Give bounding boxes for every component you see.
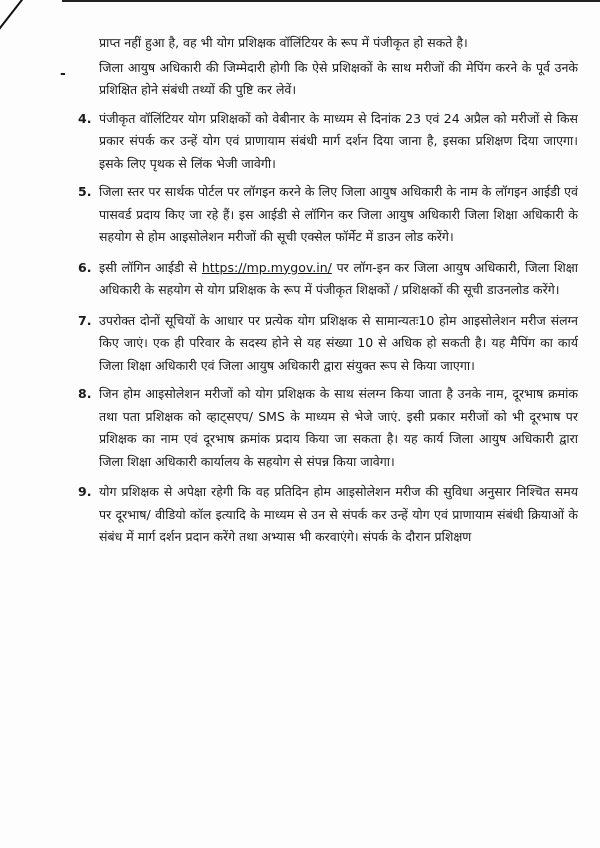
item-text-after: पर लॉग-इन कर जिला आयुष अधिकारी, जिला शिक्षा अधिकारी के सहयोग से योग प्रशिक्षक के रूप में पंजीकृत शिक्षकों / प्रशिक्षकों की सूची डाउनलोड करेंगे। [99, 259, 578, 297]
continuation-line-1: प्राप्त नहीं हुआ है, वह भी योग प्रशिक्षक वॉलिंटियर के रूप में पंजीकृत हो सकते है। [99, 35, 468, 50]
document-body [78, 32, 578, 549]
list-item [78, 257, 578, 302]
item-text: पंजीकृत वॉलिंटियर योग प्रशिक्षकों को वेबीनार के माध्यम से दिनांक 23 एवं 24 अप्रैल को मरीजों से किस प्रकार संपर्क कर उन्हें योग एवं प्राणायाम संबंधी मार्ग दर्शन दिया जाना है, इसका प्रशिक्षण दिया जाएगा। इसके लिए पृथक से लिंक भेजी जावेगी। [99, 110, 578, 171]
item-text: योग प्रशिक्षक से अपेक्षा रहेगी कि वह प्रतिदिन होम आइसोलेशन मरीज की सुविधा अनुसार निश्चित समय पर दूरभाष/ वीडियो कॉल इत्यादि के माध्यम से उन से संपर्क कर उन्हें योग एवं प्राणायाम संबंधी क्रियाओं के संबंध में मार्ग दर्शन प्रदान करेंगे तथा अभ्यास भी करवाएंगे। संपर्क के दौरान प्रशिक्षण [99, 484, 578, 544]
continuation-line-2: जिला आयुष अधिकारी की जिम्मेदारी होगी कि ऐसे प्रशिक्षकों के साथ मरीजों की मेपिंग करने के पूर्व उनके प्रशिक्षित होने संबंधी तथ्यों की पुष्टि कर लेवें। [99, 59, 578, 97]
corner-fold-line [0, 0, 57, 35]
page-top-edge [62, 0, 600, 2]
item-number: 9. [78, 484, 92, 499]
item-text-container [99, 257, 578, 302]
item-number: 5. [78, 184, 92, 199]
item-number: 6. [78, 259, 92, 275]
list-item [78, 383, 578, 473]
item-text: उपरोक्त दोनों सूचियों के आधार पर प्रत्येक योग प्रशिक्षक से सामान्यतः10 होम आइसोलेशन मरीज संलग्न किए जाएं। एक ही परिवार के सदस्य होने से यह संख्या 10 से अधिक हो सकती है। यह मैपिंग का कार्य जिला शिक्षा अधिकारी एवं जिला आयुष अधिकारी द्वारा संयुक्त रूप से किया जाएगा। [99, 312, 578, 373]
item-text: जिला स्तर पर सार्थक पोर्टल पर लॉगइन करने के लिए जिला आयुष अधिकारी के नाम के लॉगइन आईडी एवं पासवर्ड प्रदाय किए जा रहे हैं। इस आईडी से लॉगिन कर जिला आयुष अधिकारी जिला शिक्षा अधिकारी के सहयोग से होम आइसोलेशन मरीजों की सूची एक्सेल फॉर्मेट में डाउन लोड करेंगे। [99, 184, 578, 244]
item-text: जिन होम आइसोलेशन मरीजों को योग प्रशिक्षक के साथ संलग्न किया जाता है उनके नाम, दूरभाष क्रमांक तथा पता प्रशिक्षक को व्हाट्सएप/ SMS के माध्यम से भेजे जाएं. इसी प्रकार मरीजों को भी दूरभाष पर प्रशिक्षक का नाम एवं दूरभाष क्रमांक प्रदाय किया जा सकता है। यह कार्य जिला आयुष अधिकारी द्वारा जिला शिक्षा अधिकारी कार्यालय के सहयोग से संपन्न किया जावेगा। [99, 386, 578, 469]
item-number: 7. [78, 312, 92, 328]
list-item [78, 481, 578, 549]
list-item [78, 310, 578, 378]
portal-link[interactable]: https://mp.mygov.in/ [201, 259, 332, 275]
item-number: 4. [78, 110, 92, 126]
item-number: 8. [78, 386, 92, 401]
page-corner-fold [0, 0, 70, 70]
margin-mark: - [60, 66, 66, 82]
list-item [78, 108, 578, 176]
item-text-before: इसी लॉगिन आईडी से [99, 259, 202, 275]
list-item [78, 181, 578, 249]
